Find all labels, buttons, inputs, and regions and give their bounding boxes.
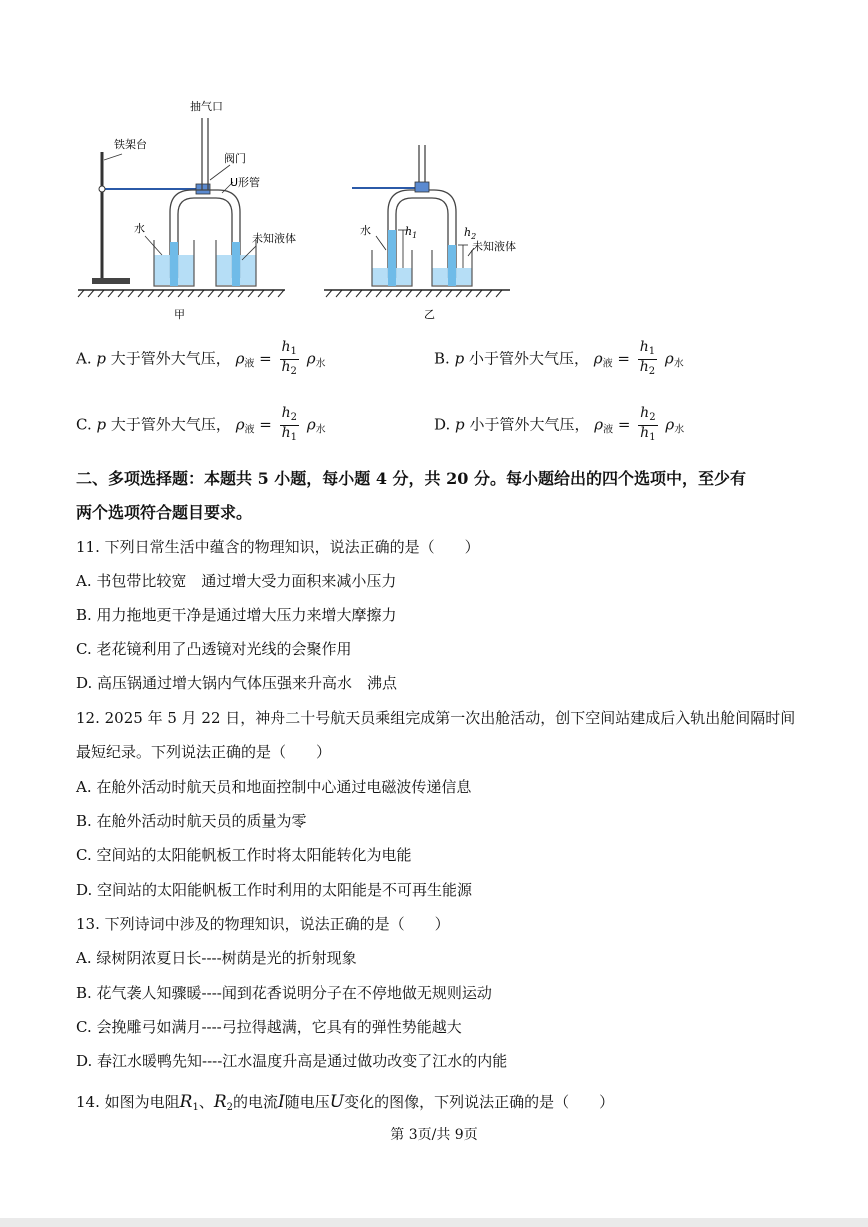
option-letter: D.	[434, 415, 451, 434]
q12-option-b[interactable]: B. 在舱外活动时航天员的质量为零	[76, 812, 307, 830]
den-sub: 2	[290, 366, 297, 377]
q13-option-d[interactable]: D. 春江水暖鸭先知----江水温度升高是通过做功改变了江水的内能	[76, 1052, 508, 1070]
option-p: p	[96, 415, 107, 434]
q12-option-c[interactable]: C. 空间站的太阳能帆板工作时将太阳能转化为电能	[76, 846, 412, 864]
u-symbol: U	[329, 1092, 345, 1112]
q13-option-b[interactable]: B. 花气袭人知骤暖----闻到花香说明分子在不停地做无规则运动	[76, 984, 492, 1002]
label-h1: $h_1$	[405, 225, 418, 240]
num-sub: 2	[649, 412, 656, 423]
q10-option-c[interactable]: C. p 大于管外大气压， $\rho_液$ = $\frac{h_2}{h_1}$ $\rho_水$	[76, 405, 326, 443]
r1-symbol: R	[179, 1092, 193, 1112]
num: h	[639, 339, 649, 355]
q14-stem	[76, 1092, 614, 1118]
q10-option-d[interactable]: D. p 小于管外大气压， $\rho_液$ = $\frac{h_2}{h_1}$ $\rho_水$	[434, 405, 685, 443]
option-text: 大于管外大气压，	[110, 349, 231, 368]
bottom-strip	[0, 1218, 868, 1227]
option-letter: C.	[76, 415, 92, 434]
option-letter: A.	[76, 349, 92, 368]
ground-right	[324, 290, 510, 297]
den: h	[281, 425, 291, 441]
fraction	[280, 340, 299, 379]
option-text: 小于管外大气压，	[469, 415, 590, 434]
r1-sub: 1	[192, 1102, 199, 1113]
q13-option-a[interactable]: A. 绿树阴浓夏日长----树荫是光的折射现象	[76, 949, 357, 967]
option-text: 小于管外大气压，	[468, 349, 589, 368]
rho-water: ρ	[306, 349, 316, 368]
label-water-right: 水	[360, 224, 371, 237]
den-sub: 1	[649, 432, 656, 443]
rho-subscript: 液	[244, 424, 255, 436]
label-suction-port: 抽气口	[190, 100, 223, 113]
label-h2: $h_2$	[464, 226, 477, 241]
rho-water: ρ	[664, 349, 674, 368]
rho-subscript: 液	[602, 358, 613, 370]
num: h	[640, 405, 650, 421]
q14-sep: 、	[198, 1093, 214, 1111]
q10-option-b[interactable]: B. p 小于管外大气压， $\rho_液$ = $\frac{h_1}{h_2}$ $\rho_水$	[434, 339, 684, 377]
option-p: p	[96, 349, 106, 368]
rho-symbol: ρ	[593, 349, 603, 368]
label-u-tube: U形管	[230, 176, 261, 189]
fraction	[638, 406, 657, 445]
option-p: p	[454, 349, 465, 368]
q10-option-a[interactable]: A. p 大于管外大气压， $\rho_液$ = $\frac{h_1}{h_2}$ $\rho_水$	[76, 339, 326, 377]
den: h	[639, 359, 649, 375]
den: h	[281, 359, 291, 375]
rho-symbol: ρ	[594, 415, 604, 434]
rho-symbol: ρ	[235, 415, 245, 434]
u-tube-right	[352, 145, 456, 278]
rho-water-sub: 水	[673, 358, 684, 370]
label-stand: 铁架台	[114, 138, 147, 151]
num-sub: 1	[290, 346, 297, 357]
i-symbol: I	[278, 1092, 285, 1112]
label-unknown-liquid-left: 未知液体	[252, 232, 296, 245]
q14-mid2: 随电压	[284, 1093, 330, 1111]
q14-pre: 14. 如图为电阻	[76, 1093, 180, 1111]
q14-mid1: 的电流	[233, 1093, 279, 1111]
u-tube-figure	[70, 90, 530, 330]
q12-stem-line2: 最短纪录。下列说法正确的是（ ）	[76, 743, 332, 761]
page-footer: 第 3页/共 9页	[390, 1127, 478, 1143]
q11-option-b[interactable]: B. 用力拖地更干净是通过增大压力来增大摩擦力	[76, 606, 397, 624]
rho-water-sub: 水	[315, 424, 326, 436]
caption-right: 乙	[424, 308, 435, 321]
option-text: 大于管外大气压，	[110, 415, 231, 434]
fraction	[280, 406, 299, 445]
rho-subscript: 液	[244, 358, 255, 370]
caption-left: 甲	[174, 308, 185, 321]
r2-symbol: R	[213, 1092, 227, 1112]
fraction	[638, 340, 657, 379]
den-sub: 1	[290, 432, 298, 443]
den-sub: 2	[648, 366, 656, 377]
num: h	[281, 405, 291, 421]
option-letter: B.	[434, 349, 450, 368]
num-sub: 1	[648, 346, 656, 357]
label-water-left: 水	[134, 222, 145, 235]
label-valve: 阀门	[224, 152, 246, 165]
q11-option-c[interactable]: C. 老花镜利用了凸透镜对光线的会聚作用	[76, 640, 352, 658]
q11-option-d[interactable]: D. 高压锅通过增大锅内气体压强来升高水 沸点	[76, 674, 398, 692]
num-sub: 2	[290, 412, 298, 423]
q11-option-a[interactable]: A. 书包带比较宽 通过增大受力面积来减小压力	[76, 572, 397, 590]
rho-subscript: 液	[603, 424, 614, 436]
option-p: p	[455, 415, 465, 434]
q12-option-d[interactable]: D. 空间站的太阳能帆板工作时利用的太阳能是不可再生能源	[76, 881, 473, 899]
u-tube-left	[170, 118, 240, 278]
rho-water-sub: 水	[315, 358, 326, 370]
ground-left	[78, 290, 285, 297]
rho-water: ρ	[306, 415, 316, 434]
label-unknown-liquid-right: 未知液体	[472, 240, 516, 253]
q13-option-c[interactable]: C. 会挽雕弓如满月----弓拉得越满，它具有的弹性势能越大	[76, 1018, 462, 1036]
rho-water: ρ	[665, 415, 675, 434]
rho-symbol: ρ	[235, 349, 245, 368]
r2-sub: 2	[226, 1102, 234, 1113]
q11-stem: 11. 下列日常生活中蕴含的物理知识，说法正确的是（ ）	[76, 538, 480, 556]
q12-stem-line1: 12. 2025 年 5 月 22 日，神舟二十号航天员乘组完成第一次出舱活动，创下空间站建成后入轨出舱间隔时间	[76, 709, 796, 727]
den: h	[640, 425, 650, 441]
q12-option-a[interactable]: A. 在舱外活动时航天员和地面控制中心通过电磁波传递信息	[76, 778, 472, 796]
section2-heading-line1: 二、多项选择题：本题共 5 小题，每小题 4 分，共 20 分。每小题给出的四个选项中，至少有	[76, 469, 746, 488]
section2-heading-line2: 两个选项符合题目要求。	[76, 503, 253, 522]
q14-post: 变化的图像，下列说法正确的是（ ）	[344, 1093, 615, 1111]
num: h	[281, 339, 291, 355]
q13-stem: 13. 下列诗词中涉及的物理知识，说法正确的是（ ）	[76, 915, 450, 933]
rho-water-sub: 水	[674, 424, 685, 436]
